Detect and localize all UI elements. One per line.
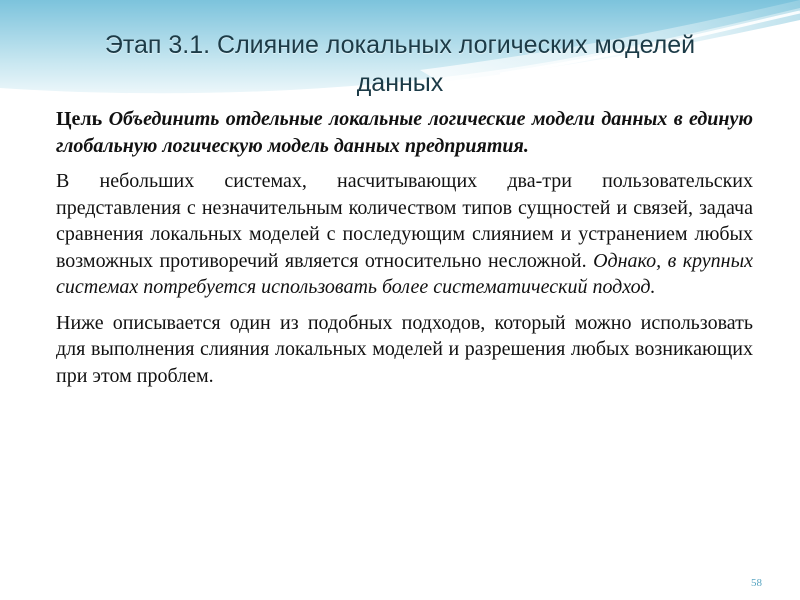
paragraph-large-systems-italic: Однако, в крупных системах потребуется использовать более систематический подход.	[56, 249, 754, 298]
goal-label: Цель	[56, 108, 103, 130]
goal-text: Объединить отдельные локальные логические модели данных в единую глобальную логическую модель данных предприятия.	[56, 108, 754, 157]
paragraph-small-systems-text: В небольших системах, насчитывающих два-три пользовательских представления с незначительным количеством типов сущностей и связей, задача сравнения локальных моделей с последующим слиянием и устранением любых возможных противоречий является относительно несложной.	[56, 170, 753, 272]
slide-body	[56, 106, 753, 398]
slide-title: Этап 3.1. Слияние локальных логических моделей данных	[104, 31, 696, 97]
paragraph-small-systems	[56, 168, 753, 301]
paragraph-approach: Ниже описывается один из подобных подходов, который можно использовать для выполнения слияния локальных моделей и разрешения любых возникающих при этом проблем.	[56, 311, 753, 387]
goal-paragraph	[56, 106, 753, 159]
page-number: 58	[751, 577, 762, 589]
